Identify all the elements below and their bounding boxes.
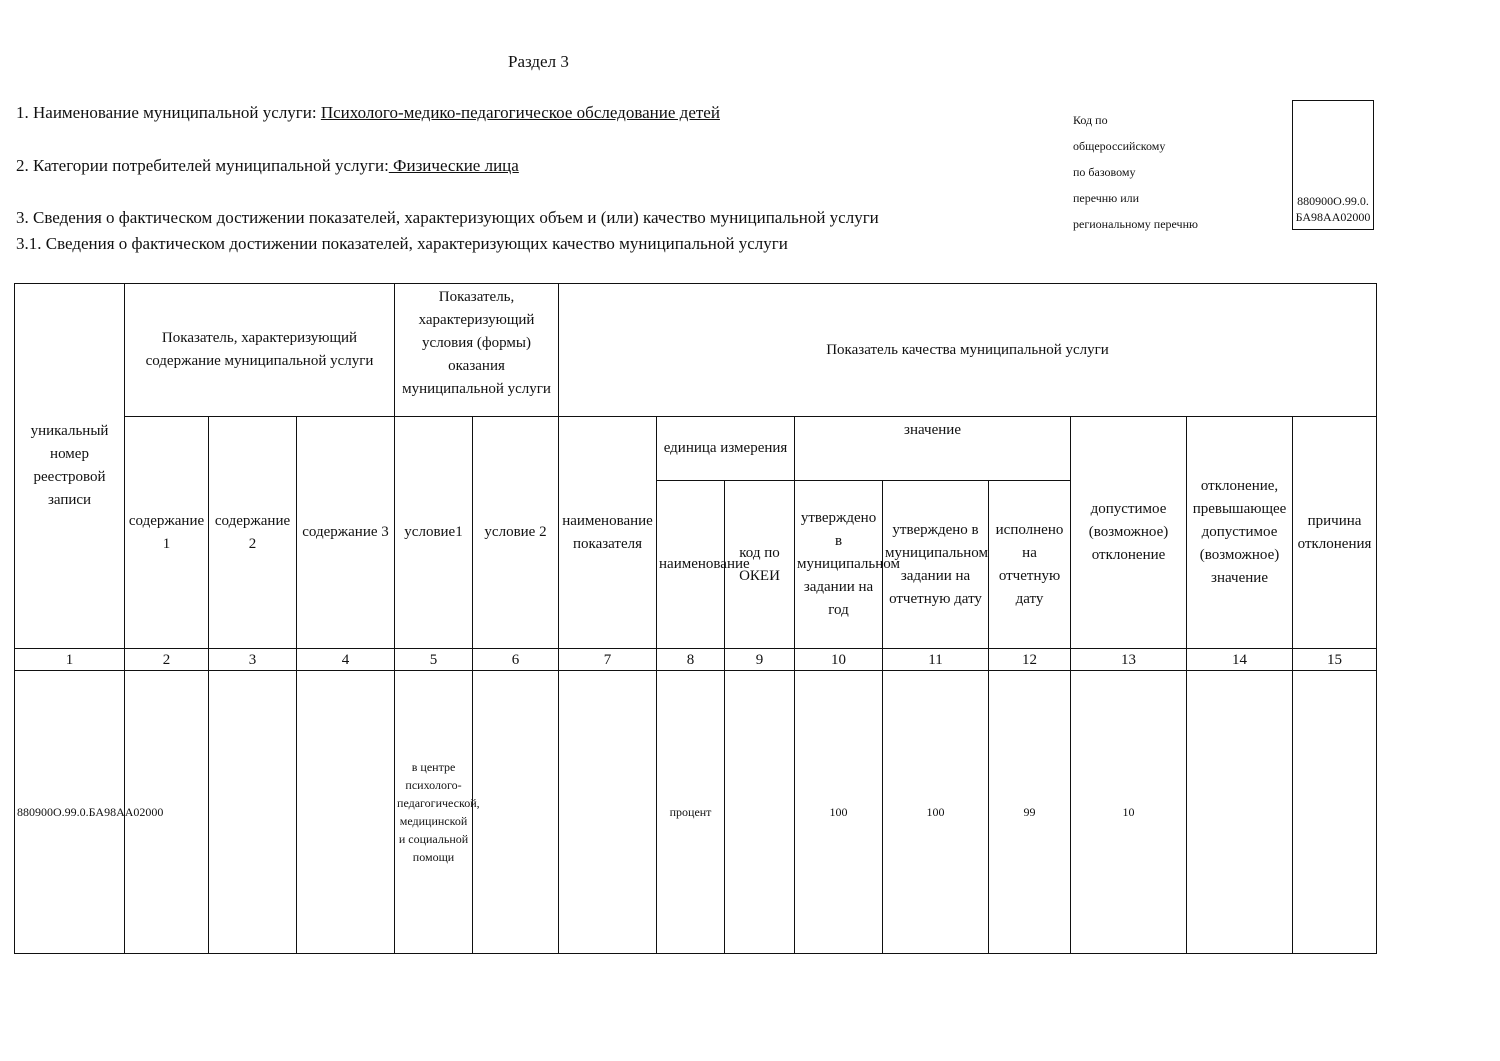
service-name-line [16, 103, 720, 123]
header-condition-1: условие1 [395, 417, 473, 649]
consumer-category-value: Физические лица [388, 156, 519, 175]
header-conditions-group: Показатель, характеризующий условия (формы) оказания муниципальной услуги [395, 284, 559, 417]
header-reason: причина отклонения [1293, 417, 1377, 649]
header-content-group: Показатель, характеризующий содержание муниципальной услуги [125, 284, 395, 417]
header-unit-group: единица измерения [657, 417, 795, 481]
column-number: 2 [125, 649, 209, 671]
section-3-heading: 3. Сведения о фактическом достижении показателей, характеризующих объем и (или) качество муниципальной услуги [16, 208, 879, 227]
column-number: 12 [989, 649, 1071, 671]
column-number: 15 [1293, 649, 1377, 671]
cell-registry-number: 880900О.99.0.БА98АА02000 [15, 671, 125, 954]
column-number: 8 [657, 649, 725, 671]
header-content-3: содержание 3 [297, 417, 395, 649]
consumer-category-line [16, 156, 519, 176]
cell-content-2 [209, 671, 297, 954]
header-registry-number: уникальный номер реестровой записи [15, 284, 125, 649]
column-number: 4 [297, 649, 395, 671]
code-value: 880900О.99.0.БА98АА02000 [1295, 194, 1371, 224]
header-value-year: утверждено в муниципальном задании на год [795, 481, 883, 649]
cell-content-3 [297, 671, 395, 954]
code-label: перечню или [1073, 191, 1140, 205]
cell-indicator-name [559, 671, 657, 954]
quality-table [14, 283, 1377, 954]
cell-condition-2 [473, 671, 559, 954]
cell-unit-okei [725, 671, 795, 954]
header-content-1: содержание 1 [125, 417, 209, 649]
column-number: 10 [795, 649, 883, 671]
cell-allowed-deviation: 10 [1071, 671, 1187, 954]
section-3-1-heading: 3.1. Сведения о фактическом достижении показателей, характеризующих качество муниципальной услуги [16, 234, 788, 253]
header-excess-deviation: отклонение, превышающее допустимое (возможное) значение [1187, 417, 1293, 649]
code-label: по базовому [1073, 165, 1136, 179]
cell-value-report: 100 [883, 671, 989, 954]
cell-reason [1293, 671, 1377, 954]
column-number: 9 [725, 649, 795, 671]
code-label: региональному перечню [1073, 217, 1198, 231]
column-number: 6 [473, 649, 559, 671]
header-quality-group: Показатель качества муниципальной услуги [559, 284, 1377, 417]
column-number: 5 [395, 649, 473, 671]
cell-condition-1: в центре психолого-педагогической, медицинской и социальной помощи [395, 671, 473, 954]
header-indicator-name: наименование показателя [559, 417, 657, 649]
column-number: 3 [209, 649, 297, 671]
column-number: 1 [15, 649, 125, 671]
column-number: 7 [559, 649, 657, 671]
section-title: Раздел 3 [508, 52, 569, 71]
header-condition-2: условие 2 [473, 417, 559, 649]
header-value-report: утверждено в муниципальном задании на отчетную дату [883, 481, 989, 649]
cell-value-year: 100 [795, 671, 883, 954]
code-labels [1073, 107, 1198, 237]
column-number: 14 [1187, 649, 1293, 671]
consumer-category-label: 2. Категории потребителей муниципальной услуги: [16, 156, 389, 175]
code-label: Код по [1073, 113, 1108, 127]
cell-excess-deviation [1187, 671, 1293, 954]
header-row-1 [15, 284, 1377, 417]
header-unit-okei: код по ОКЕИ [725, 481, 795, 649]
header-row-2 [15, 417, 1377, 481]
cell-unit-name: процент [657, 671, 725, 954]
header-unit-name: наименование [657, 481, 725, 649]
code-box [1292, 100, 1374, 230]
cell-value-actual: 99 [989, 671, 1071, 954]
header-value-actual: исполнено на отчетную дату [989, 481, 1071, 649]
column-number: 13 [1071, 649, 1187, 671]
service-name-value: Психолого-медико-педагогическое обследование детей [320, 103, 720, 122]
header-allowed-deviation: допустимое (возможное) отклонение [1071, 417, 1187, 649]
service-name-label: 1. Наименование муниципальной услуги: [16, 103, 321, 122]
header-content-2: содержание 2 [209, 417, 297, 649]
code-label: общероссийскому [1073, 139, 1166, 153]
column-number: 11 [883, 649, 989, 671]
header-value-group: значение [795, 417, 1071, 481]
column-number-row [15, 649, 1377, 671]
table-row [15, 671, 1377, 954]
